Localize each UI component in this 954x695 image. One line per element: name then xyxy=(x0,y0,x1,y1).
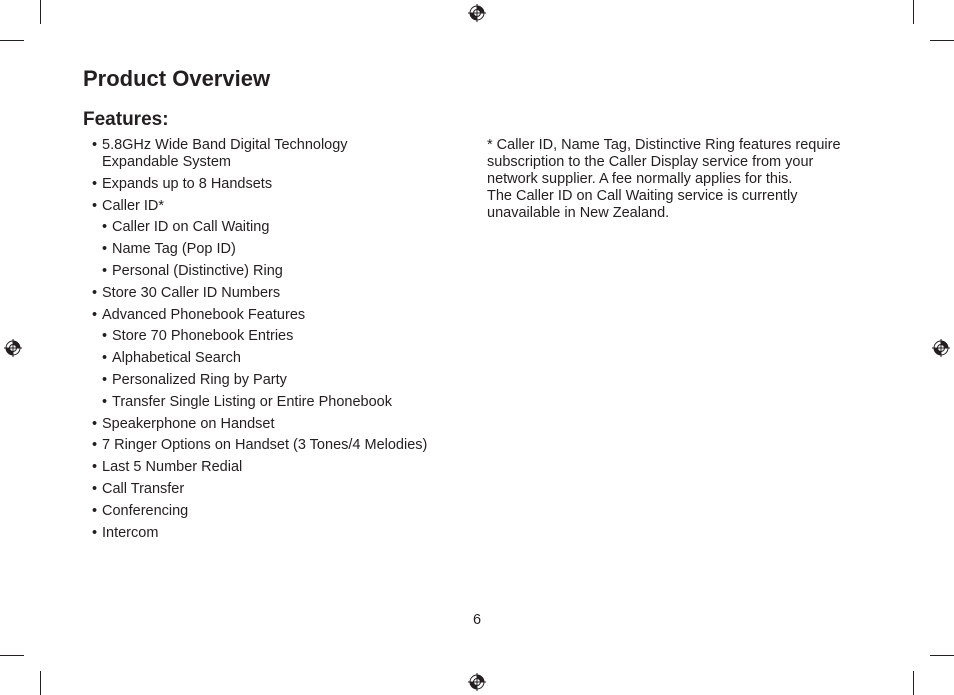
crop-mark-bottom-right-vertical xyxy=(913,671,914,695)
registration-mark-icon xyxy=(468,4,486,22)
crop-mark-bottom-right-horizontal xyxy=(930,655,954,656)
bullet-icon: • xyxy=(102,371,108,388)
crop-mark-bottom-left-vertical xyxy=(40,671,41,695)
feature-list-item xyxy=(102,394,472,411)
feature-list-item xyxy=(92,198,472,215)
bullet-icon: • xyxy=(92,480,98,497)
bullet-icon: • xyxy=(92,175,98,192)
feature-list-item xyxy=(92,416,472,433)
crop-mark-top-right-vertical xyxy=(913,0,914,24)
feature-text: Name Tag (Pop ID) xyxy=(112,241,236,258)
bullet-icon: • xyxy=(92,502,98,519)
feature-text: Alphabetical Search xyxy=(112,350,241,367)
bullet-icon: • xyxy=(102,328,108,345)
bullet-icon: • xyxy=(102,241,108,258)
bullet-icon: • xyxy=(102,350,108,367)
bullet-icon: • xyxy=(92,306,98,323)
feature-text: Caller ID* xyxy=(102,197,165,214)
feature-text: Conferencing xyxy=(102,502,189,519)
bullet-icon: • xyxy=(92,284,98,301)
features-heading: Features: xyxy=(83,109,169,130)
bullet-icon: • xyxy=(102,262,108,279)
footnote-line: unavailable in New Zealand. xyxy=(487,205,670,221)
feature-list-item xyxy=(92,503,472,520)
feature-list-item xyxy=(102,328,472,345)
bullet-icon: • xyxy=(92,197,98,214)
feature-list-item xyxy=(102,263,472,280)
feature-text: 7 Ringer Options on Handset (3 Tones/4 Melodies) xyxy=(102,437,428,454)
bullet-icon: • xyxy=(92,415,98,432)
feature-list-item xyxy=(92,137,472,171)
registration-mark-icon xyxy=(4,339,22,357)
feature-list-item xyxy=(102,241,472,258)
bullet-icon: • xyxy=(92,524,98,541)
footnote-line: The Caller ID on Call Waiting service is currently xyxy=(487,188,798,204)
feature-text: Transfer Single Listing or Entire Phonebook xyxy=(112,393,392,410)
feature-text: Intercom xyxy=(102,524,159,541)
feature-list-item xyxy=(92,481,472,498)
crop-mark-top-left-vertical xyxy=(40,0,41,24)
bullet-icon: • xyxy=(92,459,98,476)
registration-mark-icon xyxy=(932,339,950,357)
feature-text: Expands up to 8 Handsets xyxy=(102,175,273,192)
feature-text: 5.8GHz Wide Band Digital Technology xyxy=(102,137,348,153)
crop-mark-top-right-horizontal xyxy=(930,40,954,41)
feature-text: Last 5 Number Redial xyxy=(102,459,243,476)
feature-list-item xyxy=(92,285,472,302)
feature-list-item xyxy=(92,459,472,476)
footnote-line: * Caller ID, Name Tag, Distinctive Ring features require xyxy=(487,137,841,153)
feature-list-item xyxy=(92,525,472,542)
feature-text: Call Transfer xyxy=(102,480,185,497)
footnote-line: subscription to the Caller Display service from your xyxy=(487,154,814,170)
feature-text: Caller ID on Call Waiting xyxy=(112,219,270,236)
feature-list-item xyxy=(92,437,472,454)
feature-list-item xyxy=(92,307,472,324)
page-title: Product Overview xyxy=(83,66,271,91)
bullet-icon: • xyxy=(92,437,98,454)
feature-list-item xyxy=(92,176,472,193)
caller-id-footnote xyxy=(487,137,877,222)
feature-text: Personal (Distinctive) Ring xyxy=(112,262,283,279)
registration-mark-icon xyxy=(468,673,486,691)
feature-text: Store 70 Phonebook Entries xyxy=(112,328,294,345)
crop-mark-bottom-left-horizontal xyxy=(0,655,24,656)
footnote-line: network supplier. A fee normally applies for this. xyxy=(487,171,793,187)
bullet-icon: • xyxy=(92,137,98,153)
feature-text: Personalized Ring by Party xyxy=(112,371,287,388)
feature-list-item xyxy=(102,350,472,367)
feature-text: Store 30 Caller ID Numbers xyxy=(102,284,281,301)
feature-list-item xyxy=(102,219,472,236)
feature-list-item xyxy=(102,372,472,389)
crop-mark-top-left-horizontal xyxy=(0,40,24,41)
feature-text: Expandable System xyxy=(102,154,231,170)
page-number: 6 xyxy=(472,612,482,628)
bullet-icon: • xyxy=(102,393,108,410)
bullet-icon: • xyxy=(102,219,108,236)
feature-text: Speakerphone on Handset xyxy=(102,415,275,432)
feature-text: Advanced Phonebook Features xyxy=(102,306,306,323)
features-list xyxy=(92,137,472,546)
